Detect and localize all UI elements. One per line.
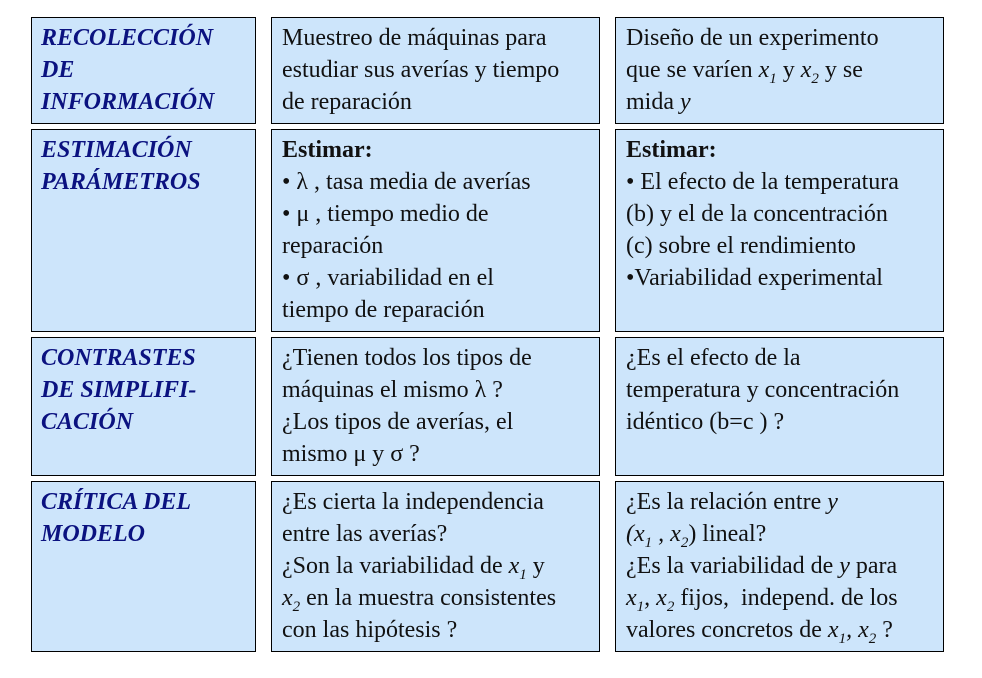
header-line: ESTIMACIÓN: [41, 137, 192, 163]
subscript: 1: [636, 598, 645, 615]
text-line: máquinas el mismo λ ?: [282, 377, 503, 403]
variable-x: x: [670, 521, 681, 547]
text-line: [626, 582, 933, 614]
text-line: • μ , tiempo medio de: [282, 201, 489, 227]
text-run: ¿Son la variabilidad de: [282, 553, 509, 579]
header-line: INFORMACIÓN: [41, 89, 215, 115]
variable-x: x: [800, 57, 812, 83]
variable-x: x: [282, 585, 293, 611]
cell-estimacion-maquinas: [271, 129, 600, 332]
header-critica-modelo: [31, 481, 256, 652]
estimar-title: Estimar:: [282, 137, 373, 163]
header-line: MODELO: [41, 521, 146, 547]
text-run: ¿Es la relación entre: [626, 489, 828, 515]
text-run: que se varíen: [626, 57, 759, 83]
text-line: [282, 582, 589, 614]
text-run: y: [776, 57, 801, 83]
header-line: CACIÓN: [41, 409, 134, 435]
text-run: y: [526, 553, 545, 579]
subscript: 2: [666, 598, 675, 615]
text-line: [626, 86, 933, 118]
variable-y: y: [827, 489, 838, 515]
text-line: tiempo de reparación: [282, 297, 485, 323]
cell-estimacion-experimento: [615, 129, 944, 332]
variable-y: y: [680, 89, 691, 115]
subscript: 1: [519, 566, 527, 583]
text-line: •Variabilidad experimental: [626, 265, 883, 291]
text-line: estudiar sus averías y tiempo: [282, 57, 560, 83]
text-run: ¿Es la variabilidad de: [626, 553, 840, 579]
subscript: 2: [868, 630, 877, 647]
header-contrastes-simplificacion: [31, 337, 256, 476]
text-line: [626, 550, 933, 582]
text-run: ,: [644, 585, 657, 611]
header-recoleccion-informacion: [31, 17, 256, 124]
estimar-title: Estimar:: [626, 137, 717, 163]
variable-x: x: [508, 553, 520, 579]
subscript: 2: [811, 70, 819, 87]
header-estimacion-parametros: [31, 129, 256, 332]
text-line: ¿Los tipos de averías, el: [282, 409, 514, 435]
header-line: CONTRASTES: [41, 345, 196, 371]
cell-recoleccion-experimento: [615, 17, 944, 124]
text-line: (c) sobre el rendimiento: [626, 233, 856, 259]
text-line: • σ , variabilidad en el: [282, 265, 494, 291]
text-line: temperatura y concentración: [626, 377, 900, 403]
variable-x: x: [634, 521, 645, 547]
cell-recoleccion-maquinas: [271, 17, 600, 124]
text-run: (: [626, 521, 634, 547]
text-line: ¿Tienen todos los tipos de: [282, 345, 532, 371]
text-run: ,: [846, 617, 859, 643]
text-line: entre las averías?: [282, 521, 448, 547]
text-line: de reparación: [282, 89, 412, 115]
text-run: valores concretos de: [626, 617, 828, 643]
subscript: 1: [769, 70, 777, 87]
text-line: ¿Es el efecto de la: [626, 345, 801, 371]
text-line: reparación: [282, 233, 384, 259]
variable-y: y: [839, 553, 850, 579]
text-run: fijos, independ. de los: [674, 585, 898, 611]
text-line: • λ , tasa media de averías: [282, 169, 531, 195]
cell-critica-experimento: [615, 481, 944, 652]
header-line: DE SIMPLIFI-: [41, 377, 197, 403]
header-line: DE: [41, 57, 75, 83]
header-line: RECOLECCIÓN: [41, 25, 214, 51]
text-line: [626, 54, 933, 86]
header-line: PARÁMETROS: [41, 169, 201, 195]
cell-contrastes-experimento: [615, 337, 944, 476]
variable-x: x: [626, 585, 637, 611]
text-line: [282, 550, 589, 582]
text-line: [626, 486, 933, 518]
cell-critica-maquinas: [271, 481, 600, 652]
subscript: 1: [644, 534, 653, 551]
text-line: [626, 518, 933, 550]
text-run: ,: [652, 521, 671, 547]
text-line: mismo μ y σ ?: [282, 441, 420, 467]
text-line: con las hipótesis ?: [282, 617, 458, 643]
text-run: en la muestra consistentes: [300, 585, 557, 611]
text-line: Diseño de un experimento: [626, 25, 879, 51]
text-line: • El efecto de la temperatura: [626, 169, 899, 195]
variable-x: x: [656, 585, 667, 611]
text-run: mida: [626, 89, 680, 115]
text-line: [626, 614, 933, 646]
variable-x: x: [827, 617, 839, 643]
text-run: ) lineal?: [688, 521, 767, 547]
variable-x: x: [758, 57, 770, 83]
subscript: 1: [838, 630, 847, 647]
subscript: 2: [292, 598, 301, 615]
text-line: Muestreo de máquinas para: [282, 25, 547, 51]
text-run: ?: [876, 617, 893, 643]
text-run: y se: [818, 57, 863, 83]
text-line: (b) y el de la concentración: [626, 201, 888, 227]
text-line: ¿Es cierta la independencia: [282, 489, 544, 515]
header-line: CRÍTICA DEL: [41, 489, 192, 515]
cell-contrastes-maquinas: [271, 337, 600, 476]
subscript: 2: [680, 534, 689, 551]
text-run: para: [849, 553, 898, 579]
variable-x: x: [858, 617, 869, 643]
text-line: idéntico (b=c ) ?: [626, 409, 785, 435]
